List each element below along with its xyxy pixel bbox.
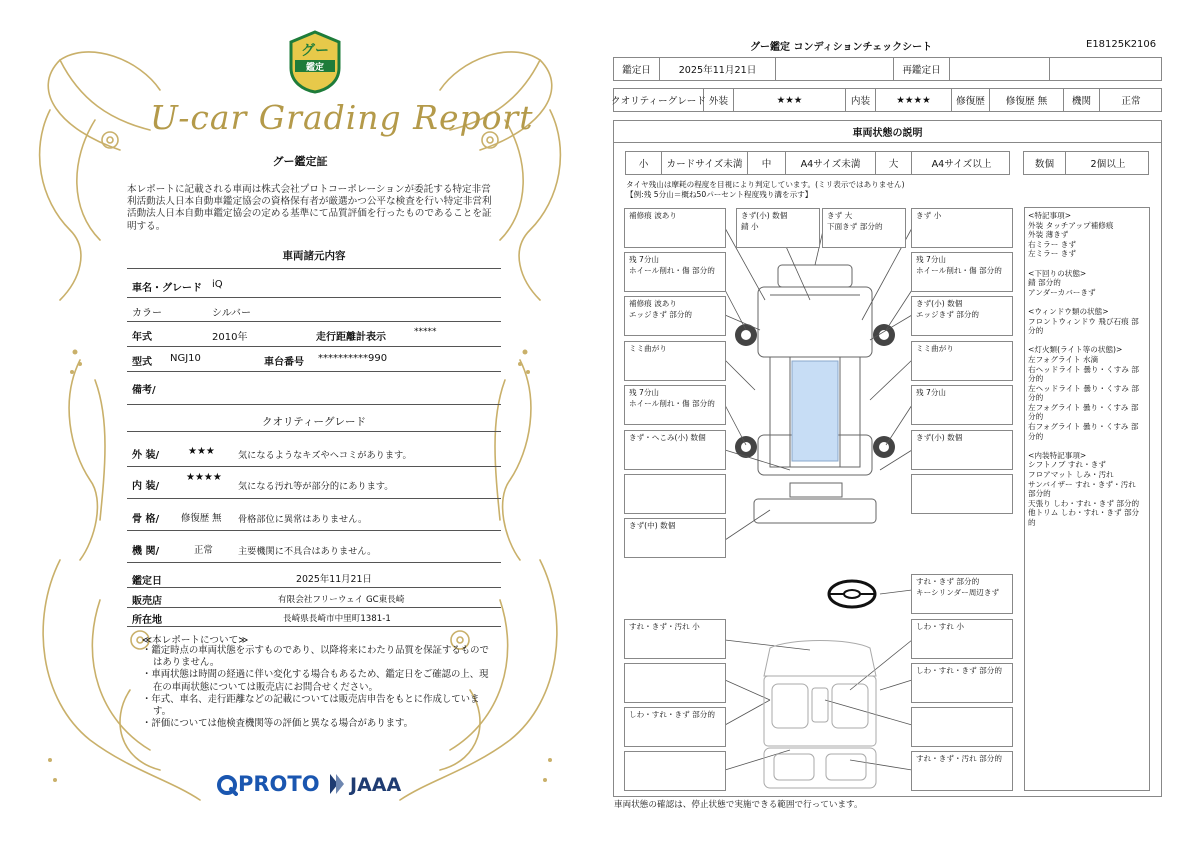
dealer-label: 販売店: [132, 596, 162, 607]
condition-box: [911, 296, 1013, 336]
steering-wheel-icon: [826, 578, 878, 610]
summary-line: 錆 部分的: [1028, 278, 1061, 288]
condition-text: すれ・きず 部分的: [916, 577, 980, 586]
condition-text: きず 小: [916, 211, 942, 220]
document-id: E18125K2106: [1086, 39, 1157, 50]
divider: [127, 607, 501, 608]
summary-line: 外装 薄きず: [1028, 230, 1069, 240]
condition-text: 残 7分山: [629, 388, 660, 397]
grade-frame-label: 骨 格/: [132, 514, 160, 525]
condition-text: きず・へこみ(小) 数個: [629, 433, 706, 442]
count-legend: [1023, 151, 1149, 175]
note-item: ・年式、車名、走行距離などの記載については販売店申告をもとに作成しています。: [142, 693, 480, 718]
tire-note-example: 【例:残 5分山＝概ね50パーセント程度残り溝を示す】: [626, 190, 813, 199]
condition-box: [911, 619, 1013, 659]
condition-box: [624, 252, 726, 292]
interior-stars: ★★★★: [876, 89, 952, 111]
condition-text: きず(小) 数個: [916, 433, 963, 442]
summary-line: 左フォグライト 曇り・くすみ 部分的: [1028, 402, 1139, 422]
condition-box: [624, 208, 726, 248]
condition-text: きず(小) 数個: [916, 299, 963, 308]
condition-box: [624, 707, 726, 747]
grade-row-label: クオリティーグレード: [614, 89, 704, 111]
grade-frame-value: 修復歴 無: [181, 513, 222, 524]
remarks-label: 備考/: [132, 385, 156, 396]
divider: [127, 321, 501, 322]
condition-text: ミミ曲がり: [629, 344, 667, 353]
condition-text: 補修痕 波あり: [629, 211, 677, 220]
condition-box-empty: [911, 474, 1013, 514]
condition-box: [822, 208, 906, 248]
summary-line: 外装 タッチアップ補修痕: [1028, 220, 1114, 230]
jaaa-logo-icon: [328, 772, 348, 796]
address-value: 長崎県長崎市中里町1381-1: [283, 614, 391, 624]
summary-group: [1028, 211, 1146, 259]
summary-line: サンバイザー すれ・きず・汚れ: [1028, 479, 1136, 489]
repair-label: 修復歴: [952, 89, 990, 111]
emblem-top-text: グー: [301, 43, 329, 59]
quality-grade-heading: クオリティーグレード: [262, 416, 366, 428]
condition-box: [624, 619, 726, 659]
condition-text: ホイール削れ・傷 部分的: [916, 265, 1002, 275]
divider: [127, 626, 501, 627]
condition-box: [624, 385, 726, 425]
condition-box: [911, 574, 1013, 614]
address-label: 所在地: [132, 615, 162, 626]
summary-line: アンダーカバーきず: [1028, 287, 1096, 297]
condition-text: 残 7分山: [629, 255, 660, 264]
divider: [127, 587, 501, 588]
summary-line: 右フォグライト 曇り・くすみ 部分的: [1028, 422, 1139, 441]
tire-note: [626, 180, 905, 200]
grade-interior-stars: ★★★★: [186, 472, 222, 483]
grade-engine-desc: 主要機関に不具合はありません。: [238, 546, 377, 557]
model-value: NGJ10: [170, 353, 201, 364]
condition-box: [911, 385, 1013, 425]
exterior-label: 外装: [704, 89, 734, 111]
condition-box: [624, 296, 726, 336]
summary-line: 左フォグライト 水滴: [1028, 354, 1099, 364]
dealer-value: 有限会社フリーウェイ GC東長崎: [278, 595, 405, 605]
year-value: 2010年: [212, 332, 248, 343]
summary-heading: <灯火類(ライト等の状態)>: [1028, 345, 1123, 355]
note-item: ・車両状態は時間の経過に伴い変化する場合もあるため、鑑定日をご確認の上、現在の車両状態については販売店にお問合せください。: [142, 669, 489, 693]
grade-exterior-label: 外 装/: [132, 450, 160, 461]
summary-group: [1028, 345, 1146, 441]
summary-group: [1028, 307, 1146, 336]
emblem-bottom-text: 鑑定: [305, 63, 325, 73]
condition-box-empty: [624, 474, 726, 514]
condition-text: エッジきず 部分的: [629, 309, 693, 319]
date-blank-cell: [776, 58, 894, 80]
condition-text: キーシリンダー周辺きず: [916, 587, 1000, 597]
divider: [127, 346, 501, 347]
model-label: 型式: [132, 357, 152, 368]
summary-line: 右ミラー きず: [1028, 239, 1076, 249]
jaaa-logo-text: JAAA: [350, 774, 402, 796]
condition-text: 下面きず 部分的: [827, 221, 883, 231]
exterior-stars: ★★★: [734, 89, 846, 111]
proto-logo-icon: [216, 774, 238, 796]
summary-line: 左ヘッドライト 曇り・くすみ 部分的: [1028, 383, 1139, 403]
count-desc: 2個以上: [1090, 159, 1126, 170]
condition-box: [624, 341, 726, 381]
condition-text: しわ・すれ・きず 部分的: [916, 666, 1002, 675]
exterior-car-diagram: [730, 255, 900, 540]
size-medium-desc: A4サイズ未満: [786, 152, 876, 174]
condition-text: きず(小) 数個: [741, 211, 788, 220]
reappraisal-date-label: 再鑑定日: [894, 58, 950, 80]
condition-text: しわ・すれ・きず 部分的: [629, 710, 715, 719]
summary-group: [1028, 451, 1146, 528]
date-row: [613, 57, 1162, 81]
condition-box-empty: [624, 751, 726, 791]
certificate-body: 本レポートに記載される車両は株式会社プロトコーポレーションが委託する特定非営利活動法人日本自動車鑑定協会の資格保有者が厳選かつ公平な検査を行い特定非営利活動法人日本自動車鑑定協会の定める基準にて品質評価を行ったものであることを証明する。: [127, 184, 492, 232]
condition-box: [911, 751, 1013, 791]
vehicle-name-value: iQ: [212, 279, 223, 290]
reappraisal-date-value: [950, 58, 1050, 80]
condition-text: ホイール削れ・傷 部分的: [629, 265, 715, 275]
summary-heading: <下回りの状態>: [1028, 268, 1087, 278]
size-small-desc: カードサイズ未満: [662, 152, 748, 174]
summary-heading: <内装特記事項>: [1028, 450, 1087, 460]
condition-text: エッジきず 部分的: [916, 309, 980, 319]
interior-label: 内装: [846, 89, 876, 111]
summary-line: 天張り しわ・すれ・きず 部分的: [1028, 498, 1140, 508]
notes-list: [142, 645, 492, 730]
grade-engine-value: 正常: [194, 545, 213, 556]
grade-exterior-stars: ★★★: [188, 446, 215, 457]
condition-text: ミミ曲がり: [916, 344, 954, 353]
size-small-label: 小: [626, 152, 662, 174]
footer-note: 車両状態の確認は、停止状態で実施できる範囲で行っています。: [614, 800, 863, 810]
condition-box: [911, 252, 1013, 292]
condition-title: 車両状態の説明: [614, 121, 1161, 143]
mileage-label: 走行距離計表示: [316, 332, 386, 343]
divider: [127, 371, 501, 372]
size-large-desc: A4サイズ以上: [931, 159, 992, 170]
condition-text: 残 7分山: [916, 388, 947, 397]
report-title: U-car Grading Report: [150, 98, 534, 137]
chassis-label: 車台番号: [264, 357, 304, 368]
condition-check-sheet-page: [600, 0, 1200, 848]
condition-box: [911, 430, 1013, 470]
vehicle-name-label: 車名・グレード: [132, 283, 202, 294]
condition-box: [736, 208, 820, 248]
appraisal-date-label: 鑑定日: [132, 576, 162, 587]
summary-line: シフトノブ すれ・きず: [1028, 460, 1106, 470]
color-label: カラー: [132, 308, 162, 319]
condition-box-empty: [911, 707, 1013, 747]
condition-box: [911, 341, 1013, 381]
divider: [127, 297, 501, 298]
condition-text: 錆 小: [741, 221, 759, 231]
repair-value: 修復歴 無: [990, 89, 1064, 111]
color-value: シルバー: [212, 308, 252, 319]
goo-appraisal-emblem: [287, 30, 343, 94]
grade-engine-label: 機 関/: [132, 546, 160, 557]
divider: [127, 562, 501, 563]
condition-text: しわ・すれ 小: [916, 622, 964, 631]
appraisal-date-value: 2025年11月21日: [296, 574, 372, 585]
condition-text: きず 大: [827, 211, 853, 220]
grade-frame-desc: 骨格部位に異常はありません。: [238, 514, 368, 525]
condition-text: ホイール削れ・傷 部分的: [629, 398, 715, 408]
condition-text: すれ・きず・汚れ 小: [629, 622, 700, 631]
condition-text: きず(中) 数個: [629, 521, 676, 530]
note-item: ・鑑定時点の車両状態を示すものであり、以降将来にわたり品質を保証するものではありません。: [142, 645, 489, 669]
condition-box: [624, 430, 726, 470]
condition-box-empty: [624, 663, 726, 703]
notes-title: ≪本レポートについて≫: [142, 635, 249, 646]
spec-heading: 車両諸元内容: [282, 250, 346, 262]
note-item: ・評価については他検査機関等の評価と異なる場合があります。: [142, 718, 413, 730]
interior-car-diagram: [750, 636, 890, 792]
special-notes-summary: [1024, 207, 1150, 791]
size-medium-label: 中: [748, 152, 786, 174]
proto-logo-text: PROTO: [238, 772, 320, 796]
summary-line: 右ヘッドライト 曇り・くすみ 部分的: [1028, 364, 1139, 384]
divider: [127, 530, 501, 531]
date-blank-cell: [1050, 58, 1162, 80]
count-label: 数個: [1024, 152, 1066, 174]
summary-line: 他トリム しわ・すれ・きず 部分的: [1028, 508, 1140, 527]
divider: [127, 466, 501, 467]
year-label: 年式: [132, 332, 152, 343]
grade-interior-label: 内 装/: [132, 481, 160, 492]
grade-exterior-desc: 気になるようなキズやヘコミがあります。: [238, 450, 412, 461]
divider: [127, 498, 501, 499]
divider: [127, 431, 501, 432]
condition-text: 補修痕 波あり: [629, 299, 677, 308]
date-value: 2025年11月21日: [660, 58, 776, 80]
size-legend: [625, 151, 1010, 175]
summary-line: フロアマット しみ・汚れ: [1028, 470, 1114, 480]
condition-text: すれ・きず・汚れ 部分的: [916, 754, 1002, 763]
grade-row: [613, 88, 1162, 112]
summary-line: フロントウィンドウ 飛び石痕 部分的: [1028, 316, 1139, 336]
summary-group: [1028, 269, 1146, 298]
divider: [127, 404, 501, 405]
sheet-title: グー鑑定 コンディションチェックシート: [750, 42, 933, 53]
mileage-value: *****: [414, 327, 437, 337]
summary-heading: <ウィンドウ類の状態>: [1028, 306, 1109, 316]
summary-line: 部分的: [1028, 489, 1051, 499]
grade-interior-desc: 気になる汚れ等が部分的にあります。: [238, 481, 394, 492]
size-large-label: 大: [876, 152, 912, 174]
tire-note-line: タイヤ残山は摩耗の程度を目視により判定しています。(ミリ表示ではありません): [626, 180, 905, 189]
condition-box: [911, 208, 1013, 248]
certificate-title: グー鑑定証: [272, 155, 328, 168]
date-label: 鑑定日: [614, 58, 660, 80]
divider: [127, 268, 501, 269]
chassis-value: **********990: [318, 353, 388, 364]
summary-heading: <特記事項>: [1028, 211, 1072, 220]
condition-box: [911, 663, 1013, 703]
condition-text: 残 7分山: [916, 255, 947, 264]
engine-label: 機関: [1064, 89, 1100, 111]
condition-box: [624, 518, 726, 558]
engine-value: 正常: [1121, 96, 1141, 107]
summary-line: 左ミラー きず: [1028, 249, 1076, 259]
